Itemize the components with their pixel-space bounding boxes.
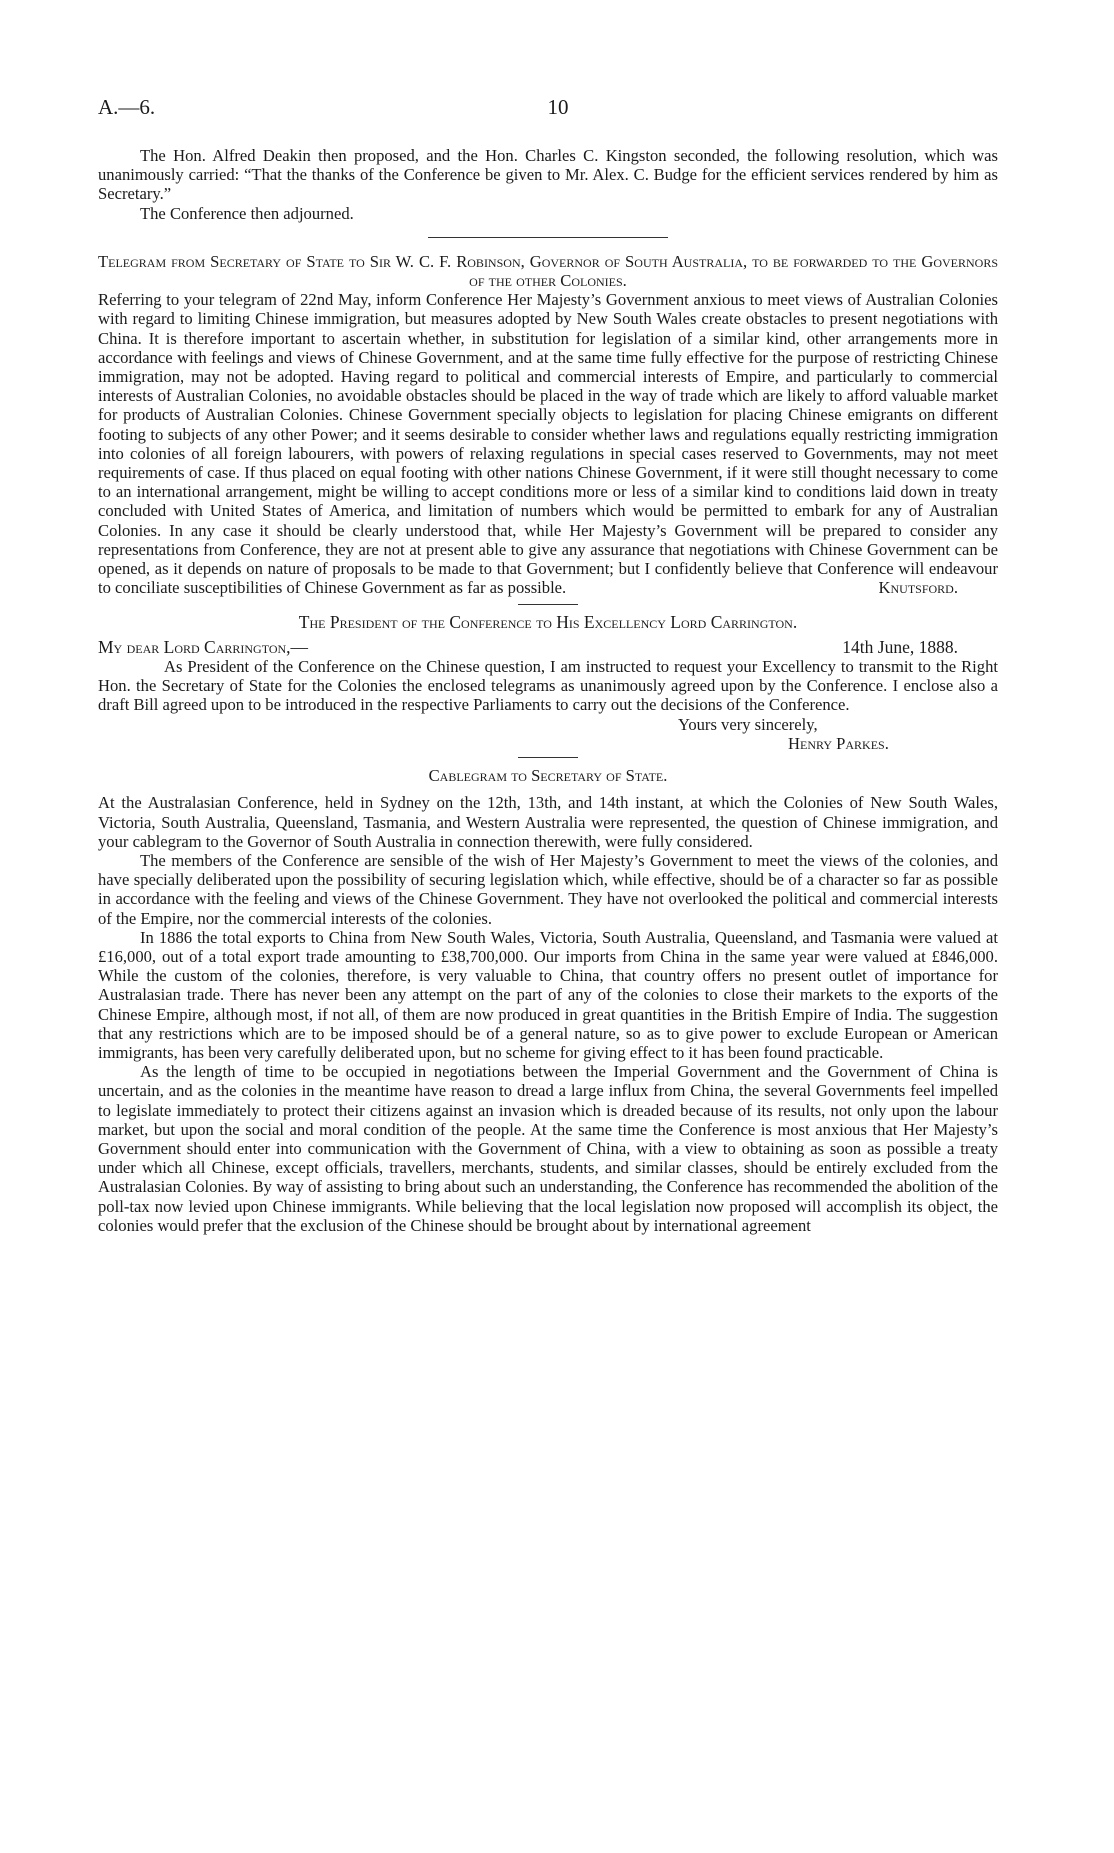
telegram-signature: Knutsford.	[878, 578, 958, 598]
letter-body: As President of the Conference on the Chinese question, I am instructed to request your Excellency to transmit to the Right Hon. the Secretary of State for the Colonies the enclosed telegrams as unanimously agreed upon by the Conference. I enclose also a draft Bill agreed upon to be introduced in the respective Parliaments to carry out the decisions of the Conference.	[98, 657, 998, 715]
telegram-heading: Telegram from Secretary of State to Sir W. C. F. Robinson, Governor of South Australia, to be forwarded to the Governors of the other Colonies.	[98, 251, 998, 291]
page-body	[98, 146, 998, 1235]
letter-salutation: My dear Lord Carrington,—	[98, 636, 309, 657]
resolution-paragraph: The Hon. Alfred Deakin then proposed, and the Hon. Charles C. Kingston seconded, the following resolution, which was unanimously carried: “That the thanks of the Conference be given to Mr. Alex. C. Budge for the efficient services rendered by him as Secretary.”	[98, 146, 998, 204]
cablegram-paragraph-3: In 1886 the total exports to China from New South Wales, Victoria, South Australia, Queensland, and Tasmania were valued at £16,000, out of a total export trade amounting to £38,700,000. Our imports from China in the same year were valued at £846,000. While the custom of the colonies, therefore, is very valuable to China, that country offers no present outlet of importance for Australasian trade. There has never been any attempt on the part of any of the colonies to close their markets to the exports of the Chinese Empire, although most, if not all, of them are now produced in great quantities in the British Empire of India. The suggestion that any restrictions which are to be imposed should be of a general nature, so as to give power to exclude European or American immigrants, has been very carefully deliberated upon, but no scheme for giving effect to it has been found practicable.	[98, 927, 998, 1062]
adjourned-paragraph: The Conference then adjourned.	[140, 203, 354, 223]
letter-date: 14th June, 1888.	[842, 636, 958, 657]
cablegram-paragraph-4: As the length of time to be occupied in negotiations between the Imperial Government and the Government of China is uncertain, and as the colonies in the meantime have reason to dread a large influx from China, the several Governments feel impelled to legislate immediately to protect their citizens against an invasion which is dreaded because of its results, not only upon the labour market, but upon the social and moral condition of the people. At the same time the Conference is most anxious that Her Majesty’s Government should enter into communication with the Government of China, with a view to obtaining as soon as possible a treaty under which all Chinese, except officials, travellers, merchants, students, and similar classes, should be entirely excluded from the Australasian Colonies. By way of assisting to bring about such an understanding, the Conference has recommended the abolition of the poll-tax now levied upon Chinese immigrants. While believing that the local legislation now proposed will accomplish its object, the colonies would prefer that the exclusion of the Chinese should be brought about by international agreement	[98, 1062, 998, 1235]
section-divider	[518, 757, 578, 758]
section-divider	[428, 237, 668, 238]
session-reference: A.—6.	[98, 95, 156, 119]
cablegram-paragraph-1: At the Australasian Conference, held in Sydney on the 12th, 13th, and 14th instant, at which the Colonies of New South Wales, Victoria, South Australia, Queensland, Tasmania, and Western Australia were represented, the question of Chinese immigration, and your cablegram to the Governor of South Australia in connection therewith, were fully considered.	[98, 793, 998, 851]
page-number: 10	[547, 95, 569, 119]
cablegram-heading: Cablegram to Secretary of State.	[428, 766, 668, 786]
letter-signature: Henry Parkes.	[788, 733, 889, 753]
letter-salutation-row	[98, 638, 998, 657]
section-divider	[518, 604, 578, 605]
letter-closing: Yours very sincerely,	[678, 714, 818, 734]
telegram-body: Referring to your telegram of 22nd May, inform Conference Her Majesty’s Government anxious to meet views of Australian Colonies with regard to limiting Chinese immigration, but measures adopted by New South Wales create obstacles to present negotiations with China. It is therefore important to ascertain whether, in substitution for legislation of a similar kind, other arrangements more in accordance with feelings and views of Chinese Government, and at the same time fully effective for the purpose of restricting Chinese immigration, may not be adopted. Having regard to political and commercial interests of Empire, and particularly to commercial interests of Australian Colonies, no avoidable obstacles should be placed in the way of trade which are likely to afford valuable market for products of Australian Colonies. Chinese Government specially objects to legislation for placing Chinese emigrants on different footing to subjects of any other Power; and it seems desirable to consider whether laws and regulations equally restricting immigration into colonies of all foreign labourers, with powers of relaxing regulations in special cases reserved to Governments, may not meet requirements of case. If thus placed on equal footing with other nations Chinese Government, if it were still thought necessary to come to an international arrangement, might be willing to accept conditions more or less of a similar kind to conditions laid down in treaty concluded with United States of America, and limitation of numbers which would be permitted to embark for any of Australian Colonies. In any case it should be clearly understood that, while Her Majesty’s Government will be prepared to consider any representations from Conference, they are not at present able to give any assurance that negotiations with Chinese Government can be opened, as it depends on nature of proposals to be made to that Government; but I confidently believe that Conference will endeavour to conciliate susceptibilities of Chinese Government as far as possible.	[98, 290, 998, 598]
page-header	[98, 95, 1018, 126]
letter-heading: The President of the Conference to His Excellency Lord Carrington.	[298, 611, 798, 632]
cablegram-paragraph-2: The members of the Conference are sensible of the wish of Her Majesty’s Government to meet the views of the colonies, and have specially deliberated upon the possibility of securing legislation which, while effective, should be of a character so far as possible in accordance with the feeling and views of the Chinese Government. They have not overlooked the political and commercial interests of the Empire, nor the commercial interests of the colonies.	[98, 850, 998, 928]
